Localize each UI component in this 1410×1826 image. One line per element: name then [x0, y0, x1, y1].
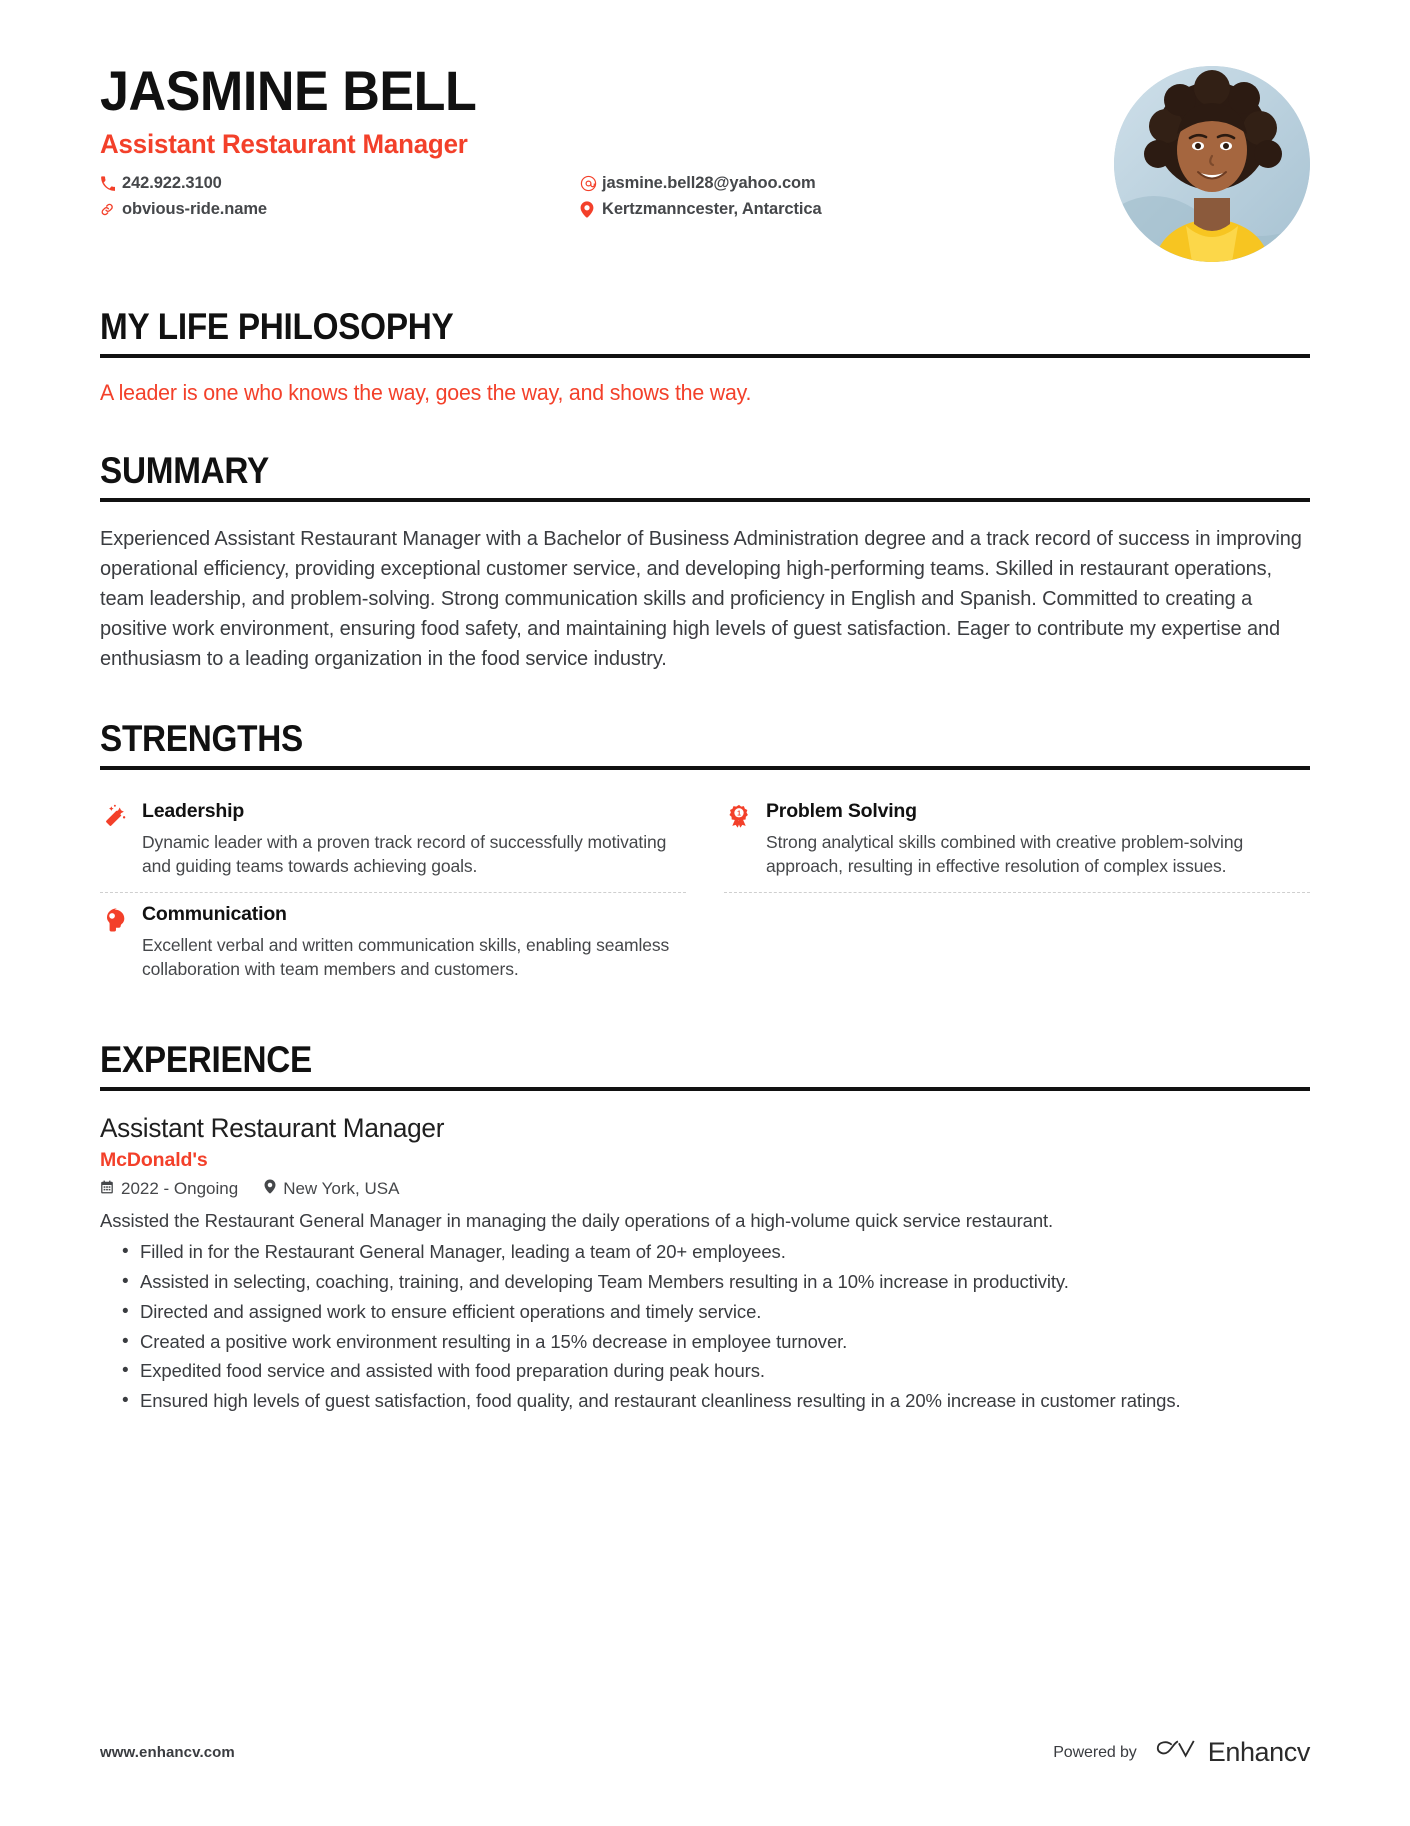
resume-header	[100, 0, 1310, 262]
contact-location-value: Kertzmanncester, Antarctica	[602, 199, 822, 218]
calendar-icon	[100, 1179, 114, 1199]
experience-company: McDonald's	[100, 1148, 208, 1171]
experience-role: Assistant Restaurant Manager	[100, 1112, 445, 1143]
experience-dates	[100, 1179, 238, 1199]
footer-url[interactable]: www.enhancv.com	[100, 1744, 235, 1761]
section-strengths	[100, 717, 1310, 995]
section-philosophy	[100, 308, 1310, 406]
contact-email-value: jasmine.bell28@yahoo.com	[602, 173, 816, 192]
experience-dates-value: 2022 - Ongoing	[121, 1178, 239, 1198]
strength-body	[142, 903, 686, 981]
list-item: • Expedited food service and assisted with food preparation during peak hours.	[122, 1358, 1310, 1385]
enhancv-brand[interactable]	[1155, 1737, 1310, 1768]
strength-name: Communication	[142, 902, 287, 925]
strength-description: Excellent verbal and written communication skills, enabling seamless collaboration with team members and customers.	[142, 934, 670, 979]
experience-meta	[100, 1179, 1310, 1199]
email-icon	[580, 175, 602, 192]
candidate-job-title: Assistant Restaurant Manager	[100, 128, 468, 159]
experience-intro: Assisted the Restaurant General Manager in managing the daily operations of a high-volume quick service restaurant.	[100, 1209, 1054, 1231]
phone-icon	[100, 176, 122, 191]
contact-details	[100, 174, 1084, 219]
contact-website[interactable]	[100, 200, 580, 219]
magic-wand-icon	[100, 802, 130, 832]
powered-by-label: Powered by	[1053, 1743, 1137, 1761]
candidate-name: JASMINE BELL	[100, 59, 477, 122]
contact-location[interactable]	[580, 200, 1084, 219]
contact-phone[interactable]	[100, 174, 580, 193]
summary-text: Experienced Assistant Restaurant Manager with a Bachelor of Business Administration degree and a track record of success in improving operational efficiency, providing exceptional customer service, and developing high-performing teams. Skilled in restaurant operations, team leadership, and problem-solving. Strong communication skills and proficiency in English and Spanish. Committed to creating a positive work environment, ensuring food safety, and maintaining high levels of guest satisfaction. Eager to contribute my expertise and enthusiasm to a leading organization in the food service industry.	[100, 527, 1302, 670]
summary-heading: SUMMARY	[100, 449, 269, 491]
list-item: • Created a positive work environment resulting in a 15% decrease in employee turnover.	[122, 1329, 1310, 1356]
section-summary	[100, 449, 1310, 674]
award-ribbon-icon	[724, 802, 754, 832]
experience-bullet-list	[100, 1239, 1310, 1415]
list-item: • Ensured high levels of guest satisfaction, food quality, and restaurant cleanliness resulting in a 20% increase in customer ratings.	[122, 1388, 1310, 1415]
section-divider	[100, 498, 1310, 502]
list-item: • Assisted in selecting, coaching, training, and developing Team Members resulting in a 10% increase in productivity.	[122, 1269, 1310, 1296]
location-pin-icon	[580, 201, 602, 218]
strengths-heading: STRENGTHS	[100, 717, 303, 759]
enhancv-brand-name: Enhancv	[1207, 1737, 1310, 1767]
strength-description: Dynamic leader with a proven track record of successfully motivating and guiding teams towards achieving goals.	[142, 831, 667, 876]
strength-item-leadership	[100, 790, 686, 893]
philosophy-quote: A leader is one who knows the way, goes the way, and shows the way.	[100, 379, 752, 405]
strengths-grid	[100, 790, 1310, 996]
head-profile-icon	[100, 905, 130, 935]
header-left	[100, 59, 1114, 219]
section-divider	[100, 354, 1310, 358]
list-item: • Filled in for the Restaurant General Manager, leading a team of 20+ employees.	[122, 1239, 1310, 1266]
experience-location-value: New York, USA	[283, 1178, 400, 1198]
avatar	[1114, 66, 1310, 262]
location-pin-icon	[264, 1179, 276, 1199]
strength-description: Strong analytical skills combined with creative problem-solving approach, resulting in effective resolution of complex issues.	[766, 831, 1244, 876]
strength-name: Leadership	[142, 799, 245, 822]
section-divider	[100, 766, 1310, 770]
page-footer	[100, 1737, 1310, 1768]
section-experience	[100, 1041, 1310, 1415]
strength-item-communication	[100, 893, 686, 995]
strength-body	[766, 800, 1310, 878]
strength-body	[142, 800, 686, 878]
contact-email[interactable]	[580, 174, 1084, 193]
experience-entry	[100, 1113, 1310, 1415]
strength-name: Problem Solving	[766, 799, 917, 822]
experience-location	[264, 1179, 399, 1199]
contact-website-value: obvious-ride.name	[122, 199, 267, 218]
strengths-grid-spacer	[724, 893, 1310, 995]
contact-phone-value: 242.922.3100	[122, 173, 222, 192]
strength-item-problem-solving	[724, 790, 1310, 893]
link-icon	[100, 202, 122, 217]
footer-branding	[1053, 1737, 1310, 1768]
section-divider	[100, 1087, 1310, 1091]
philosophy-heading: MY LIFE PHILOSOPHY	[100, 306, 454, 347]
svg-text:1: 1	[737, 810, 741, 818]
enhancv-logo-icon	[1155, 1737, 1199, 1768]
experience-heading: EXPERIENCE	[100, 1039, 312, 1081]
avatar-illustration	[1114, 66, 1310, 262]
list-item: • Directed and assigned work to ensure efficient operations and timely service.	[122, 1299, 1310, 1326]
